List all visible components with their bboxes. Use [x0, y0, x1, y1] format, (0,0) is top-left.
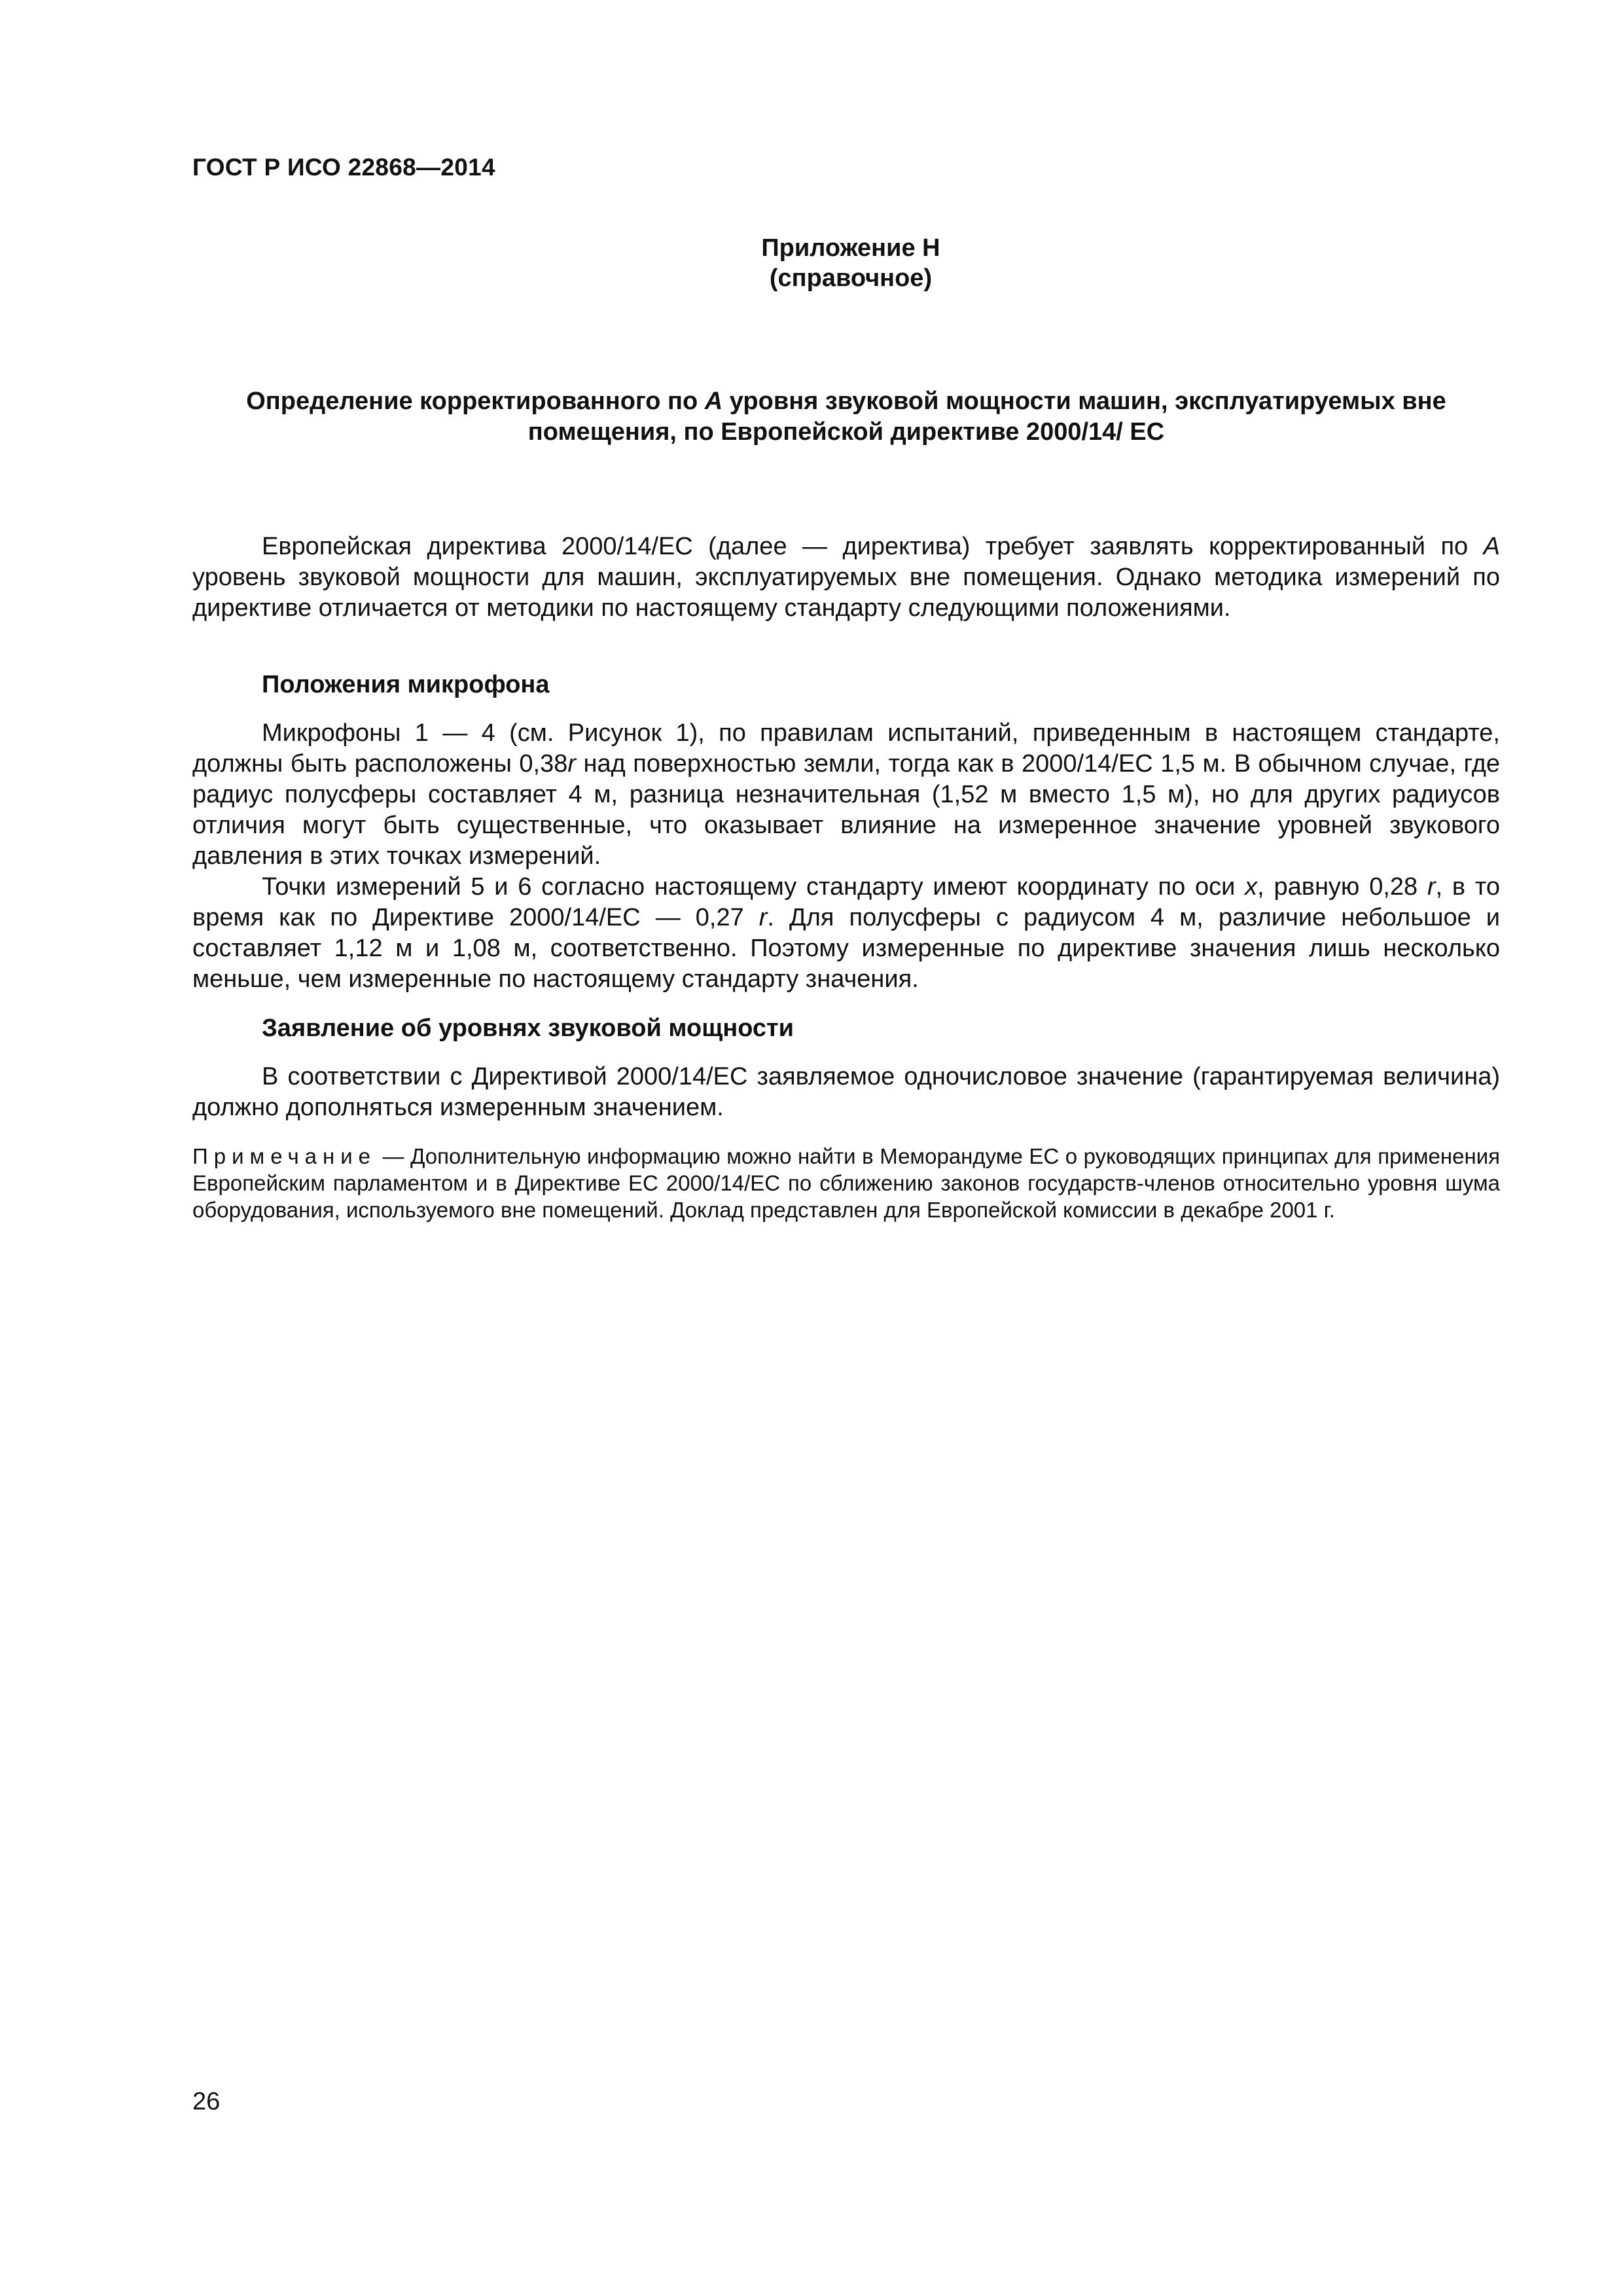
page-number: 26 [192, 2088, 221, 2115]
sound-power-declaration-heading: Заявление об уровнях звуковой мощности [262, 1014, 794, 1042]
microphone-positions-text [192, 718, 1500, 995]
section-title-part2: уровня звуковой мощности машин, эксплуатируемых вне помещения, по Европейской директиве 2000/14/ ЕС [527, 387, 1446, 446]
mic-paragraph-1: Микрофоны 1 — 4 (см. Рисунок 1), по правилам испытаний, приведенным в настоящем стандарте, должны быть расположены 0,38r над поверхностью земли, тогда как в 2000/14/ЕС 1,5 м. В обычном случае, где радиус полусферы составляет 4 м, разница незначительная (1,52 м вместо 1,5 м), но для других радиусов отличия могут быть существенные, что оказывает влияние на измеренное значение уровней звукового давления в этих точках измерений. [192, 719, 1500, 870]
annex-title: Приложение Н [761, 234, 940, 262]
decl-paragraph-1: В соответствии с Директивой 2000/14/ЕС заявляемое одночисловое значение (гарантируемая величина) должно дополняться измеренным значением. [192, 1063, 1500, 1121]
intro-part2: уровень звуковой мощности для машин, эксплуатируемых вне помещения. Однако методика измерений по директиве отличается от методики по настоящему стандарту следующими положениями. [192, 564, 1500, 622]
intro-paragraph [192, 531, 1500, 624]
note-text: — Дополнительную информацию можно найти в Меморандуме ЕС о руководящих принципах для применения Европейским парламентом и в Директиве ЕС 2000/14/ЕС по сближению законов государств-членов относительно уровня шума оборудования, используемого вне помещений. Доклад представлен для Европейской комиссии в декабре 2001 г. [192, 1144, 1500, 1222]
annex-type: (справочное) [769, 264, 933, 292]
mic-paragraph-2: Точки измерений 5 и 6 согласно настоящему стандарту имеют координату по оси x, равную 0,28 r, в то время как по Директиве 2000/14/ЕС — 0,27 r. Для полусферы с радиусом 4 м, различие небольшое и составляет 1,12 м и 1,08 м, соответственно. Поэтому измеренные по директиве значения лишь несколько меньше, чем измеренные по настоящему стандарту значения. [192, 873, 1500, 993]
section-title-part1: Определение корректированного по [246, 387, 705, 415]
intro-part1: Европейская директива 2000/14/ЕС (далее — директива) требует заявлять корректированный по [262, 533, 1484, 560]
sound-power-declaration-text [192, 1062, 1500, 1123]
section-title [192, 386, 1500, 448]
microphone-positions-heading: Положения микрофона [262, 671, 550, 698]
intro-italic-a: A [1483, 533, 1500, 560]
note-paragraph [192, 1143, 1500, 1223]
section-title-italic-a: A [704, 387, 723, 415]
note-lead: Примечание [192, 1144, 377, 1168]
document-header: ГОСТ Р ИСО 22868—2014 [192, 154, 495, 181]
